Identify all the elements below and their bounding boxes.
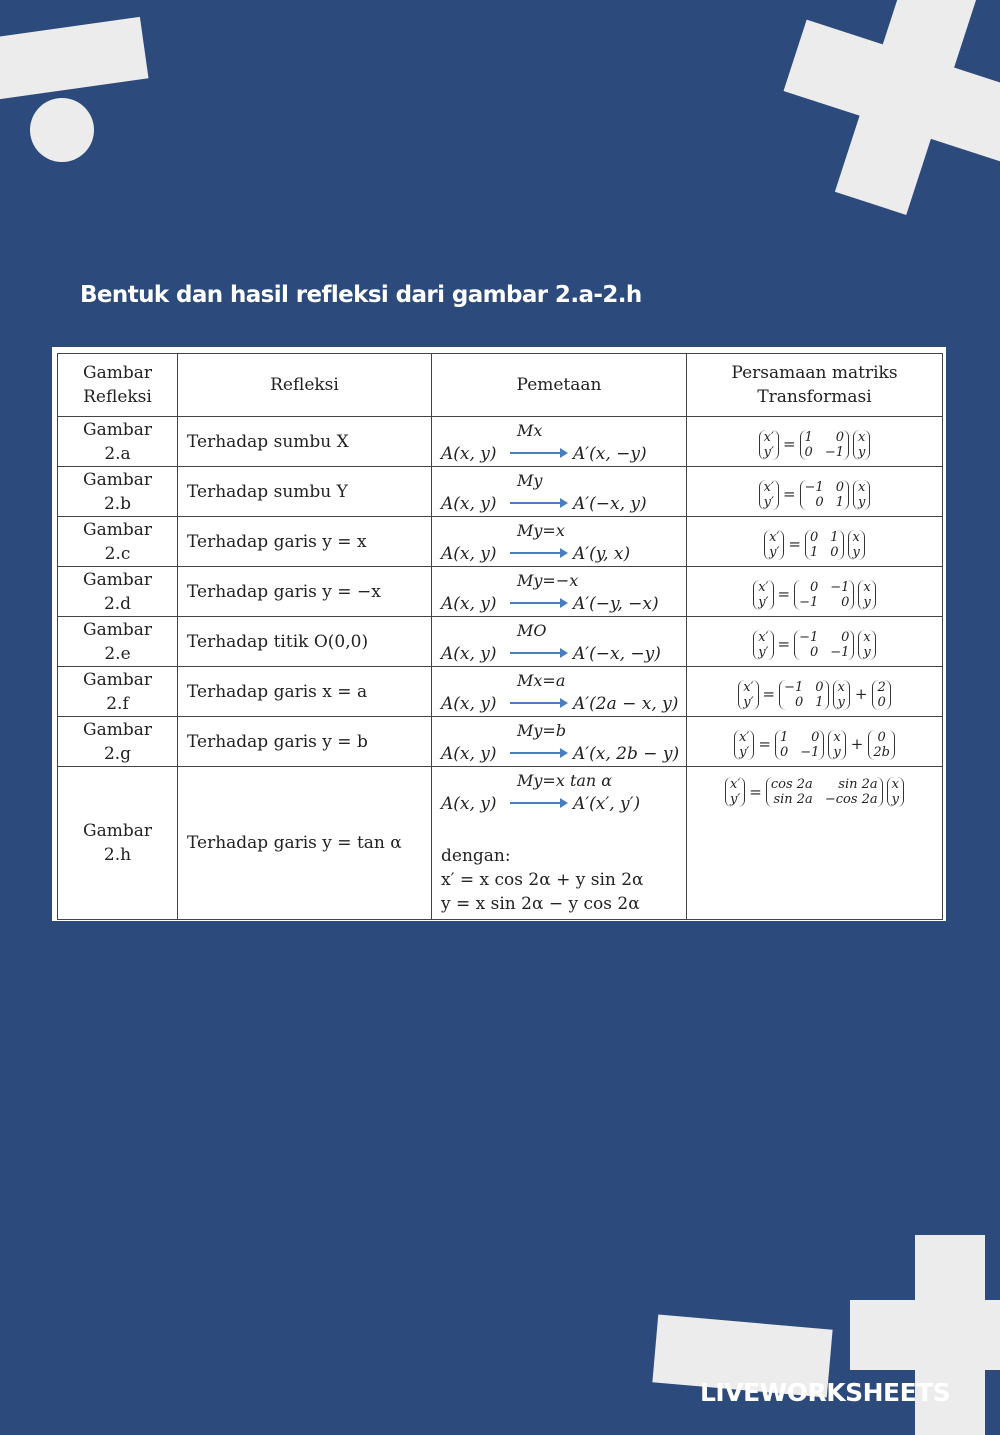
matrix-equation: x′ y′ = 0 1 1 0 x y	[762, 530, 867, 560]
gambar-cell: Gambar 2.h	[58, 767, 178, 920]
pemetaan-cell	[432, 517, 687, 567]
header-refleksi: Refleksi	[178, 354, 432, 417]
mapping-label: My=−x	[517, 571, 579, 590]
matrix-equation: x′ y′ = −1 0 0 −1 x y	[751, 630, 878, 660]
arrow-right-icon	[510, 652, 566, 654]
mapping-from: A(x, y)	[441, 594, 497, 614]
mapping	[432, 417, 686, 466]
mapping-label: MO	[517, 621, 547, 640]
decor-bar-top-left	[0, 17, 149, 101]
matriks-cell	[687, 617, 943, 667]
refleksi-cell: Terhadap garis x = a	[178, 667, 432, 717]
pemetaan-cell	[432, 667, 687, 717]
table-row	[58, 617, 943, 667]
pemetaan-cell	[432, 717, 687, 767]
refleksi-cell: Terhadap garis y = tan α	[178, 767, 432, 920]
mapping-from: A(x, y)	[441, 494, 497, 514]
gambar-cell: Gambar 2.d	[58, 567, 178, 617]
matriks-cell	[687, 467, 943, 517]
mapping-label: My=x	[517, 521, 565, 540]
table-row	[58, 667, 943, 717]
gambar-cell: Gambar 2.c	[58, 517, 178, 567]
matriks-cell	[687, 417, 943, 467]
arrow-right-icon	[510, 452, 566, 454]
mapping-to: A′(2a − x, y)	[573, 694, 679, 714]
header-gambar: Gambar Refleksi	[58, 354, 178, 417]
mapping-to: A′(x′, y′)	[573, 794, 641, 814]
mapping-from: A(x, y)	[441, 694, 497, 714]
matrix-equation: x′ y′ = cos 2a sin 2a sin 2a −cos 2a x y	[723, 777, 906, 807]
pemetaan-cell	[432, 617, 687, 667]
refleksi-cell: Terhadap garis y = x	[178, 517, 432, 567]
gambar-cell: Gambar 2.a	[58, 417, 178, 467]
mapping	[432, 467, 686, 516]
page-title: Bentuk dan hasil refleksi dari gambar 2.a-2.h	[80, 282, 642, 308]
pemetaan-cell	[432, 567, 687, 617]
mapping-to: A′(−y, −x)	[573, 594, 659, 614]
matriks-cell	[687, 717, 943, 767]
matrix-equation: x′ y′ = −1 0 0 1 x y + 2 0	[736, 680, 893, 710]
arrow-right-icon	[510, 752, 566, 754]
pemetaan-cell	[432, 467, 687, 517]
mapping	[432, 567, 686, 616]
pemetaan-cell	[432, 417, 687, 467]
mapping-label: Mx=a	[517, 671, 566, 690]
refleksi-cell: Terhadap garis y = −x	[178, 567, 432, 617]
mapping-from: A(x, y)	[441, 544, 497, 564]
matrix-equation: x′ y′ = −1 0 0 1 x y	[757, 480, 873, 510]
matriks-cell	[687, 567, 943, 617]
mapping-label: My=x tan α	[517, 771, 613, 790]
mapping-from: A(x, y)	[441, 744, 497, 764]
matriks-cell	[687, 767, 943, 920]
header-pemetaan: Pemetaan	[432, 354, 687, 417]
gambar-cell: Gambar 2.f	[58, 667, 178, 717]
gambar-cell: Gambar 2.e	[58, 617, 178, 667]
refleksi-cell: Terhadap sumbu X	[178, 417, 432, 467]
refleksi-cell: Terhadap titik O(0,0)	[178, 617, 432, 667]
mapping-from: A(x, y)	[441, 644, 497, 664]
pemetaan-cell	[432, 767, 687, 920]
arrow-right-icon	[510, 502, 566, 504]
table-row	[58, 417, 943, 467]
table-row	[58, 467, 943, 517]
mapping-from: A(x, y)	[441, 444, 497, 464]
matriks-cell	[687, 517, 943, 567]
decor-dot	[30, 98, 94, 162]
gambar-cell: Gambar 2.b	[58, 467, 178, 517]
table-row	[58, 567, 943, 617]
matrix-equation: x′ y′ = 1 0 0 −1 x y + 0 2b	[732, 730, 897, 760]
mapping	[432, 667, 686, 716]
mapping	[432, 767, 686, 816]
mapping	[432, 717, 686, 766]
mapping-to: A′(−x, y)	[573, 494, 647, 514]
mapping	[432, 617, 686, 666]
table-row	[58, 717, 943, 767]
table-row	[58, 767, 943, 920]
mapping-to: A′(x, 2b − y)	[573, 744, 680, 764]
mapping-label: My	[517, 471, 543, 490]
decor-plus-top-right	[759, 0, 1000, 241]
mapping-to: A′(−x, −y)	[573, 644, 661, 664]
mapping-from: A(x, y)	[441, 794, 497, 814]
mapping-to: A′(y, x)	[573, 544, 631, 564]
refleksi-cell: Terhadap garis y = b	[178, 717, 432, 767]
header-matriks: Persamaan matriks Transformasi	[687, 354, 943, 417]
matriks-cell	[687, 667, 943, 717]
mapping-to: A′(x, −y)	[573, 444, 647, 464]
arrow-right-icon	[510, 552, 566, 554]
dengan-block: dengan: x′ = x cos 2α + y sin 2α y = x sin 2α − y cos 2α	[441, 846, 644, 914]
watermark-text: LIVEWORKSHEETS	[700, 1378, 951, 1407]
matrix-equation: x′ y′ = 1 0 0 −1 x y	[757, 430, 873, 460]
gambar-cell: Gambar 2.g	[58, 717, 178, 767]
arrow-right-icon	[510, 602, 566, 604]
table-row	[58, 517, 943, 567]
mapping-label: Mx	[517, 421, 543, 440]
watermark	[700, 1378, 950, 1407]
mapping	[432, 517, 686, 566]
reflection-table	[52, 347, 946, 921]
mapping-label: My=b	[517, 721, 567, 740]
matrix-equation: x′ y′ = 0 −1 −1 0 x y	[751, 580, 878, 610]
arrow-right-icon	[510, 802, 566, 804]
refleksi-cell: Terhadap sumbu Y	[178, 467, 432, 517]
arrow-right-icon	[510, 702, 566, 704]
